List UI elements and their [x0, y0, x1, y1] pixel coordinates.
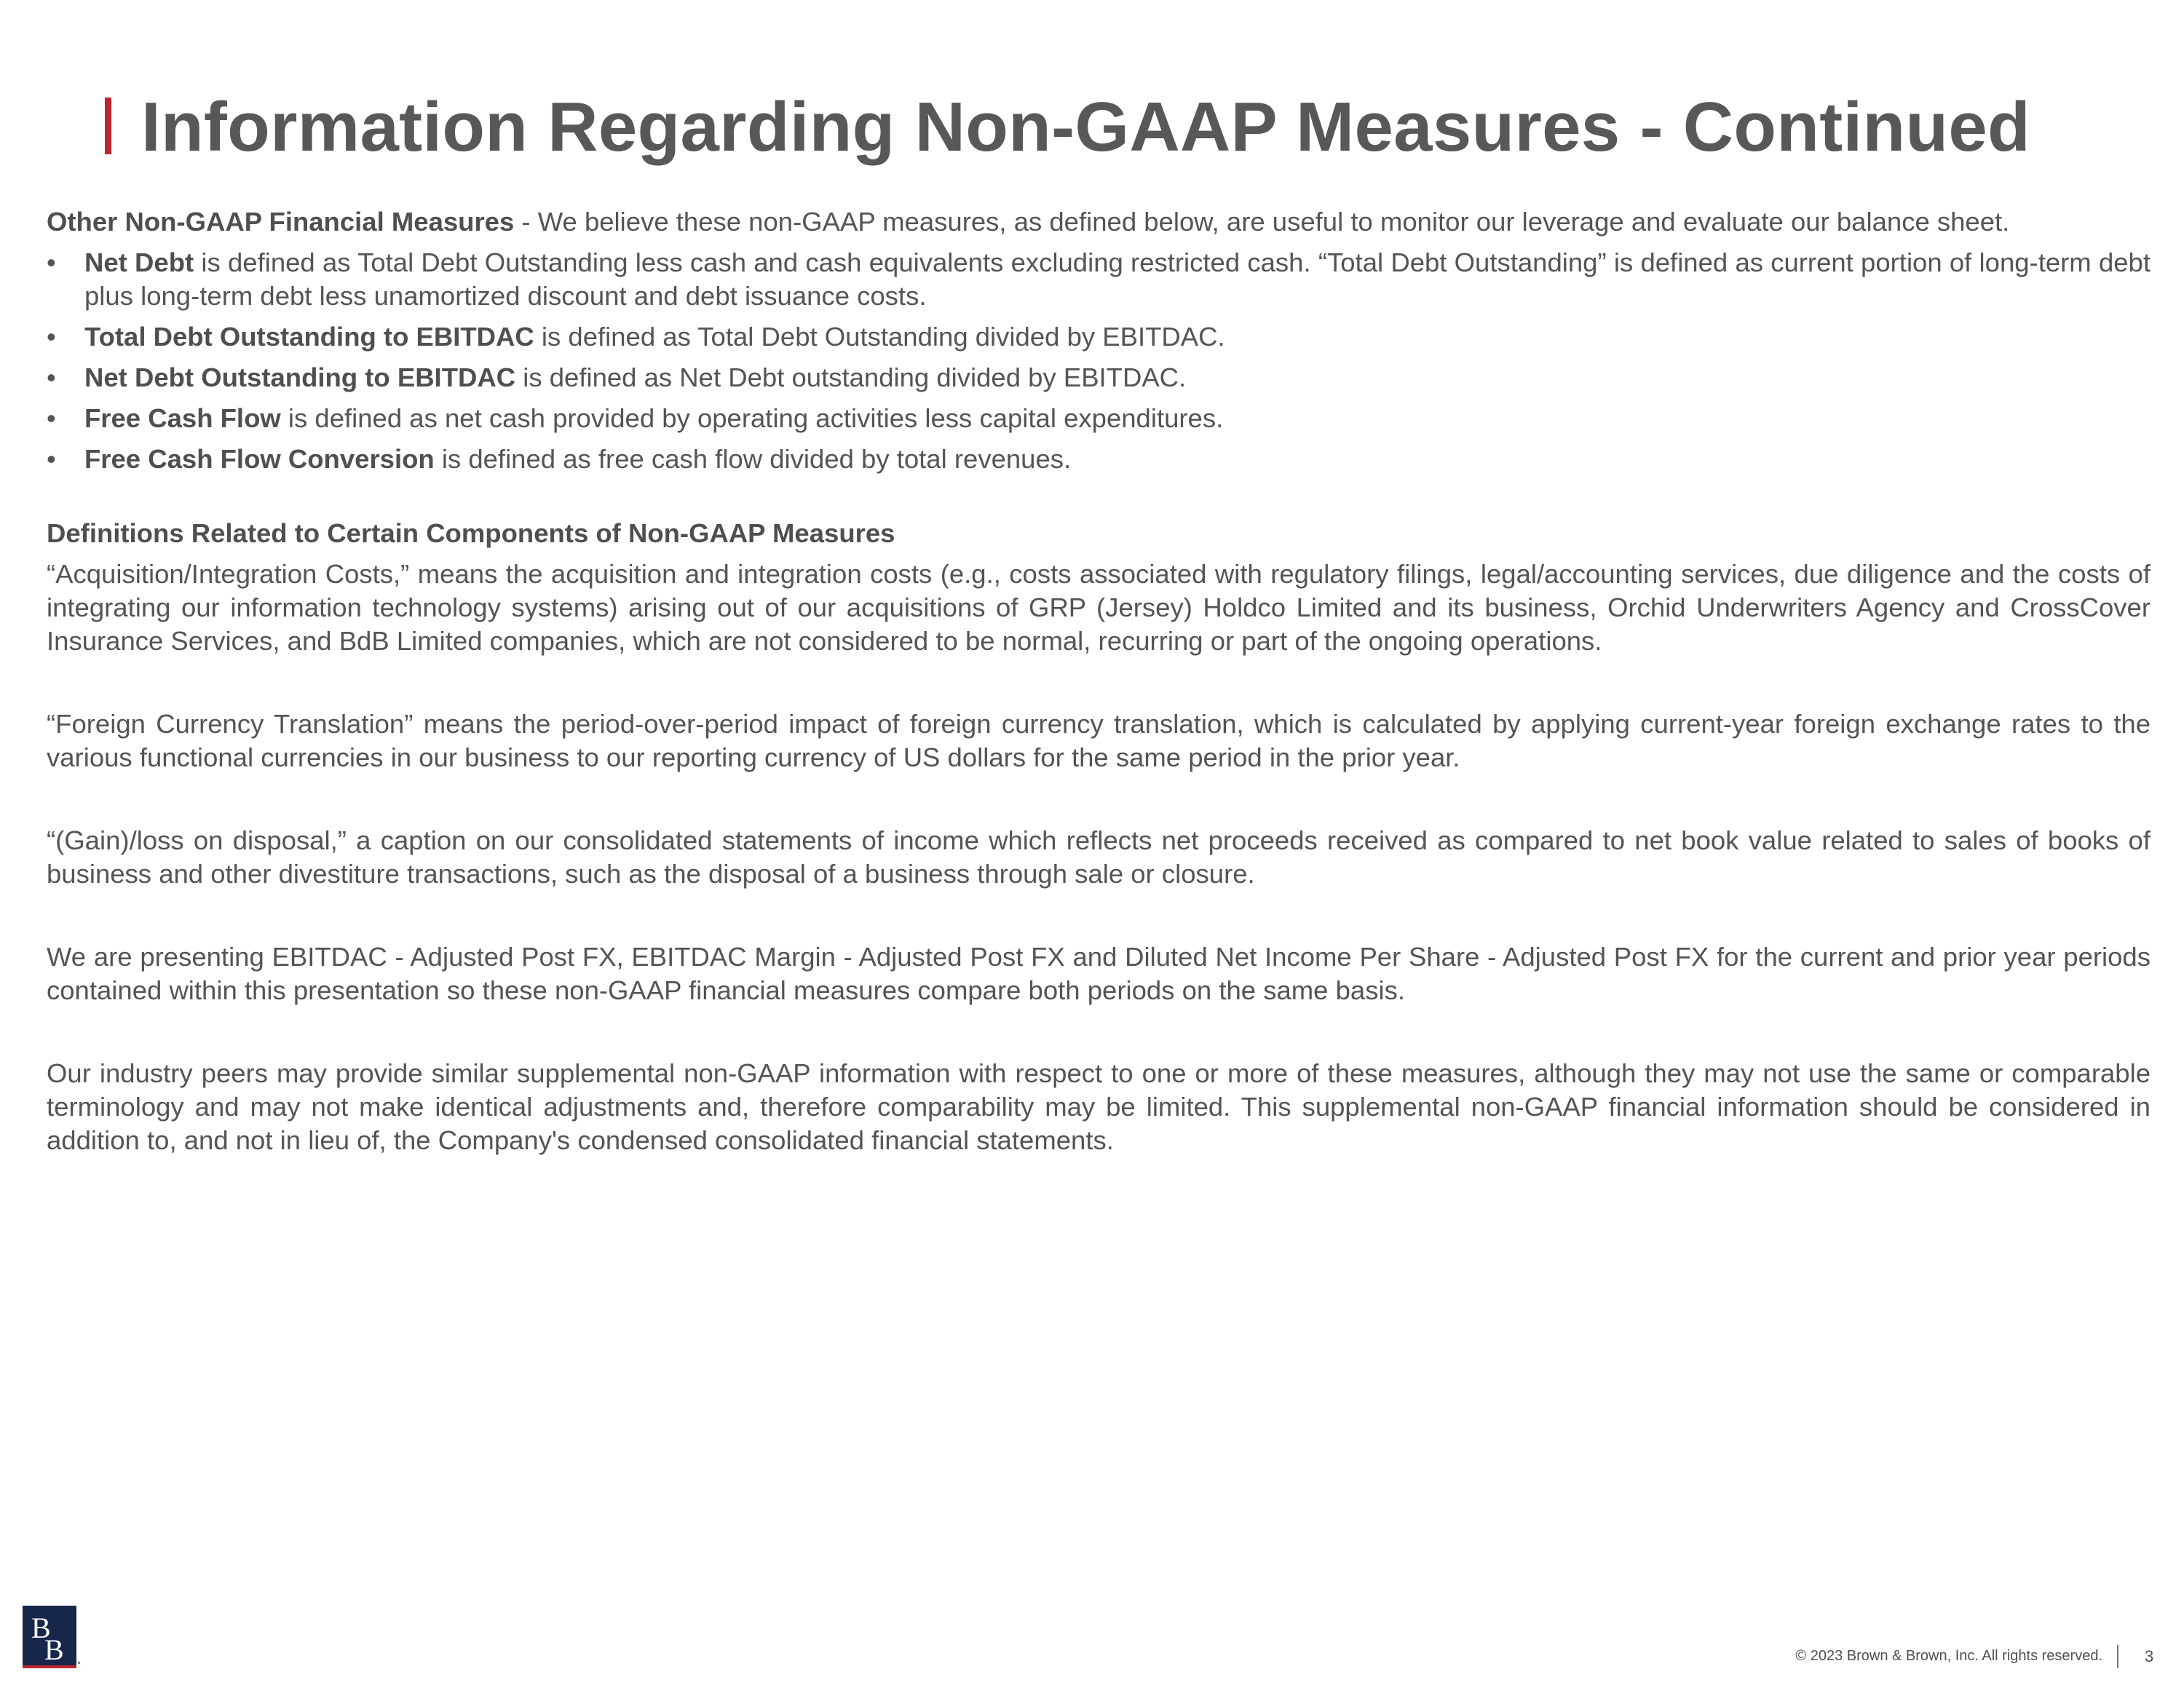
- bullet-text: is defined as Total Debt Outstanding less cash and cash equivalents excluding restricted cash. “Total Debt Outstanding” is defined as current portion of long-term debt plus long-term debt less unamortized discount and debt issuance costs.: [84, 247, 2151, 311]
- logo-trademark-dot: [78, 1662, 80, 1664]
- list-item: [47, 402, 2151, 435]
- bullet-text: is defined as Net Debt outstanding divided by EBITDAC.: [515, 362, 1187, 392]
- intro-paragraph: [47, 205, 2151, 239]
- logo-graphic: [23, 1606, 76, 1665]
- slide-content: [47, 205, 2151, 1207]
- footer-copyright: © 2023 Brown & Brown, Inc. All rights reserved.: [1795, 1648, 2102, 1664]
- list-item: [47, 361, 2151, 395]
- definition-foreign-currency: “Foreign Currency Translation” means the period-over-period impact of foreign currency translation, which is calculated by applying current-year foreign exchange rates to the various functional currencies in our business to our reporting currency of US dollars for the same period in the prior year.: [47, 709, 2151, 772]
- definition-acquisition-costs: “Acquisition/Integration Costs,” means the acquisition and integration costs (e.g., costs associated with regulatory filings, legal/accounting services, due diligence and the costs of integrating our information technology systems) arising out of our acquisitions of GRP (Jersey) Holdco Limited and its business, Orchid Underwriters Agency and CrossCover Insurance Services, and BdB Limited companies, which are not considered to be normal, recurring or part of the ongoing operations.: [47, 559, 2151, 656]
- page-title: Information Regarding Non-GAAP Measures - Continued: [141, 88, 2030, 166]
- page-number: 3: [2145, 1647, 2154, 1665]
- bullet-text: is defined as Total Debt Outstanding divided by EBITDAC.: [534, 322, 1225, 352]
- list-item: [47, 443, 2151, 476]
- bullet-term: Total Debt Outstanding to EBITDAC: [84, 322, 534, 352]
- definition-gain-loss-disposal: “(Gain)/loss on disposal,” a caption on our consolidated statements of income which reflects net proceeds received as compared to net book value related to sales of books of business and other divestiture transactions, such as the disposal of a business through sale or closure.: [47, 825, 2151, 889]
- list-item: [47, 246, 2151, 313]
- industry-peers-paragraph: Our industry peers may provide similar supplemental non-GAAP information with respect to one or more of these measures, although they may not use the same or comparable terminology and may not make identical adjustments and, therefore comparability may be limited. This supplemental non-GAAP financial information should be considered in addition to, and not in lieu of, the Company's condensed consolidated financial statements.: [47, 1058, 2151, 1155]
- svg-text:B: B: [31, 1611, 51, 1644]
- title-accent-bar: [105, 98, 111, 154]
- bb-monogram-logo-icon: [23, 1606, 76, 1668]
- intro-text: - We believe these non-GAAP measures, as defined below, are useful to monitor our leverage and evaluate our balance sheet.: [514, 207, 2010, 237]
- intro-label: Other Non-GAAP Financial Measures: [47, 207, 515, 237]
- definitions-heading: Definitions Related to Certain Components of Non-GAAP Measures: [47, 518, 895, 548]
- bullet-text: is defined as net cash provided by operating activities less capital expenditures.: [280, 403, 1224, 433]
- list-item: [47, 320, 2151, 354]
- svg-text:B: B: [44, 1633, 64, 1665]
- bullet-text: is defined as free cash flow divided by total revenues.: [434, 444, 1072, 474]
- bullet-term: Net Debt Outstanding to EBITDAC: [84, 362, 516, 392]
- bullet-term: Net Debt: [84, 247, 194, 277]
- bullet-term: Free Cash Flow: [84, 403, 281, 433]
- bullet-term: Free Cash Flow Conversion: [84, 444, 435, 474]
- measures-list: [47, 246, 2151, 476]
- footer-divider: [2117, 1645, 2118, 1668]
- adjusted-post-fx-paragraph: We are presenting EBITDAC - Adjusted Post FX, EBITDAC Margin - Adjusted Post FX and Diluted Net Income Per Share - Adjusted Post FX for the current and prior year periods contained within this presentation so these non-GAAP financial measures compare both periods on the same basis.: [47, 942, 2151, 1005]
